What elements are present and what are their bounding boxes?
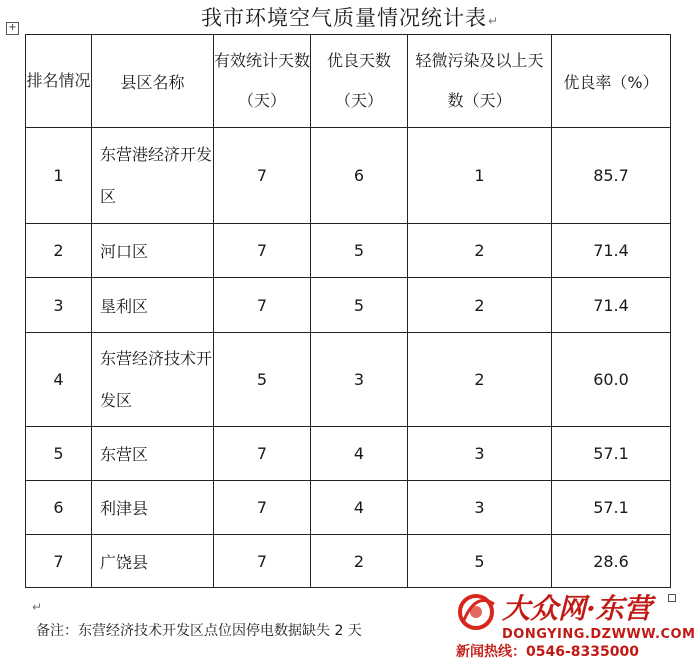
table-move-handle-icon[interactable]: + [6, 22, 19, 35]
table-row [26, 128, 671, 224]
cell-good-rate: 71.4 [552, 278, 671, 333]
cell-county: 利津县 [92, 481, 214, 535]
table-header-row [26, 35, 671, 128]
cell-county: 东营经济技术开发区 [92, 333, 214, 427]
header-rank: 排名情况 [26, 35, 92, 128]
page-title: 我市环境空气质量情况统计表↵ [200, 6, 500, 30]
cell-rank: 4 [26, 333, 92, 427]
cell-rank: 3 [26, 278, 92, 333]
table-row [26, 333, 671, 427]
cell-county: 垦利区 [92, 278, 214, 333]
cell-rank: 1 [26, 128, 92, 224]
stats-table [25, 34, 671, 588]
cell-rank: 7 [26, 535, 92, 588]
cell-good-rate: 71.4 [552, 224, 671, 278]
cell-rank: 6 [26, 481, 92, 535]
cell-good-rate: 60.0 [552, 333, 671, 427]
header-good-days: 优良天数（天） [311, 35, 408, 128]
cell-good-days: 5 [311, 278, 408, 333]
cell-polluted-days: 5 [408, 535, 552, 588]
cell-polluted-days: 3 [408, 427, 552, 481]
cell-good-days: 5 [311, 224, 408, 278]
table-row [26, 224, 671, 278]
table-row [26, 535, 671, 588]
cell-good-days: 2 [311, 535, 408, 588]
cell-county: 河口区 [92, 224, 214, 278]
cell-good-rate: 57.1 [552, 481, 671, 535]
cell-good-days: 3 [311, 333, 408, 427]
cell-valid-days: 5 [214, 333, 311, 427]
cell-good-days: 6 [311, 128, 408, 224]
footnote: 备注：东营经济技术开发区点位因停电数据缺失 2 天 [36, 623, 362, 639]
cell-polluted-days: 3 [408, 481, 552, 535]
cell-valid-days: 7 [214, 427, 311, 481]
header-good-rate: 优良率（%） [552, 35, 671, 128]
header-county: 县区名称 [92, 35, 214, 128]
cell-county: 东营港经济开发区 [92, 128, 214, 224]
cell-good-rate: 57.1 [552, 427, 671, 481]
cell-valid-days: 7 [214, 224, 311, 278]
table-row [26, 427, 671, 481]
cell-valid-days: 7 [214, 535, 311, 588]
paragraph-mark-icon: ↵ [32, 600, 43, 614]
header-polluted-days: 轻微污染及以上天数（天） [408, 35, 552, 128]
cell-polluted-days: 2 [408, 278, 552, 333]
cell-county: 东营区 [92, 427, 214, 481]
watermark-brand: 大众网·东营 [502, 592, 652, 625]
table-row [26, 481, 671, 535]
cell-rank: 2 [26, 224, 92, 278]
watermark-domain: DONGYING.DZWWW.COM [502, 627, 696, 642]
cell-good-days: 4 [311, 427, 408, 481]
header-valid-days: 有效统计天数（天） [214, 35, 311, 128]
cell-county: 广饶县 [92, 535, 214, 588]
table-row [26, 278, 671, 333]
watermark-hotline: 新闻热线：0546-8335000 [456, 644, 639, 660]
cell-valid-days: 7 [214, 128, 311, 224]
cell-good-days: 4 [311, 481, 408, 535]
cell-good-rate: 28.6 [552, 535, 671, 588]
cell-polluted-days: 2 [408, 333, 552, 427]
cell-rank: 5 [26, 427, 92, 481]
watermark-swirl-icon [460, 596, 494, 628]
watermark-logo [450, 582, 700, 660]
cell-valid-days: 7 [214, 481, 311, 535]
cell-valid-days: 7 [214, 278, 311, 333]
cell-polluted-days: 2 [408, 224, 552, 278]
cell-polluted-days: 1 [408, 128, 552, 224]
cell-good-rate: 85.7 [552, 128, 671, 224]
